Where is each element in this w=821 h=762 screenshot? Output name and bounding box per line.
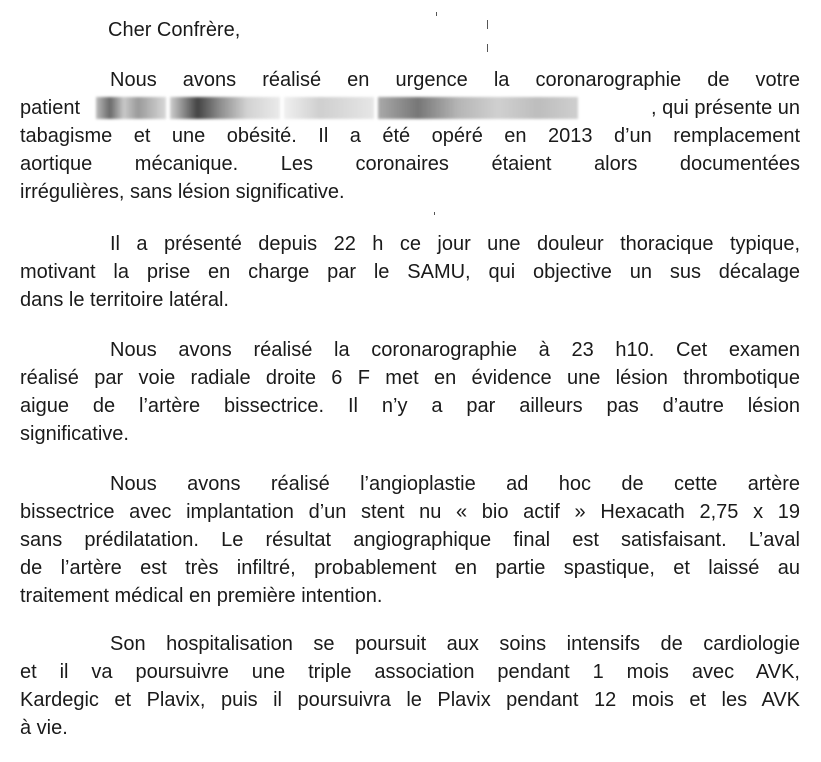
paragraph-1 — [20, 66, 800, 206]
paragraph-2 — [20, 230, 800, 314]
redacted-name-block — [170, 97, 280, 119]
scan-speck — [436, 12, 437, 16]
paragraph-line: réalisé par voie radiale droite 6 F met en évidence une lésion thrombotique — [20, 367, 800, 389]
paragraph-line: et il va poursuivre une triple association pendant 1 mois avec AVK, — [20, 661, 800, 683]
salutation: Cher Confrère, — [108, 19, 241, 41]
paragraph-line: traitement médical en première intention. — [20, 585, 383, 607]
paragraph-line: Kardegic et Plavix, puis il poursuivra le Plavix pendant 12 mois et les AVK — [20, 689, 800, 711]
paragraph-line: Il a présenté depuis 22 h ce jour une douleur thoracique typique, — [110, 233, 800, 255]
paragraph-line: de l’artère est très infiltré, probablement en partie spastique, et laissé au — [20, 557, 800, 579]
paragraph-line: à vie. — [20, 717, 68, 739]
paragraph-line: Nous avons réalisé la coronarographie à 23 h10. Cet examen — [110, 339, 800, 361]
paragraph-line: tabagisme et une obésité. Il a été opéré en 2013 d’un remplacement — [20, 125, 800, 147]
paragraph-3 — [20, 336, 800, 448]
scan-speck — [434, 212, 435, 215]
paragraph-line: irrégulières, sans lésion significative. — [20, 181, 345, 203]
paragraph-line: significative. — [20, 423, 129, 445]
redacted-name-block — [284, 97, 374, 119]
paragraph-5 — [20, 630, 800, 742]
paragraph-line: sans prédilatation. Le résultat angiographique final est satisfaisant. L’aval — [20, 529, 800, 551]
paragraph-line: aortique mécanique. Les coronaires étaient alors documentées — [20, 153, 800, 175]
paragraph-line: Nous avons réalisé en urgence la coronarographie de votre — [110, 69, 800, 91]
paragraph-line: bissectrice avec implantation d’un stent nu « bio actif » Hexacath 2,75 x 19 — [20, 501, 800, 523]
redacted-name-block — [378, 97, 578, 119]
patient-label: patient — [20, 97, 81, 119]
patient-line-suffix: , qui présente un — [651, 97, 800, 119]
paragraph-line: dans le territoire latéral. — [20, 289, 229, 311]
patient-line — [20, 94, 800, 122]
paragraph-line: Nous avons réalisé l’angioplastie ad hoc de cette artère — [110, 473, 800, 495]
paragraph-line: motivant la prise en charge par le SAMU, qui objective un sus décalage — [20, 261, 800, 283]
paragraph-line: Son hospitalisation se poursuit aux soins intensifs de cardiologie — [110, 633, 800, 655]
scan-speck — [487, 20, 488, 29]
paragraph-line: aigue de l’artère bissectrice. Il n’y a par ailleurs pas d’autre lésion — [20, 395, 800, 417]
redacted-name-block — [96, 97, 166, 119]
paragraph-4 — [20, 470, 800, 610]
scan-speck — [487, 44, 488, 52]
